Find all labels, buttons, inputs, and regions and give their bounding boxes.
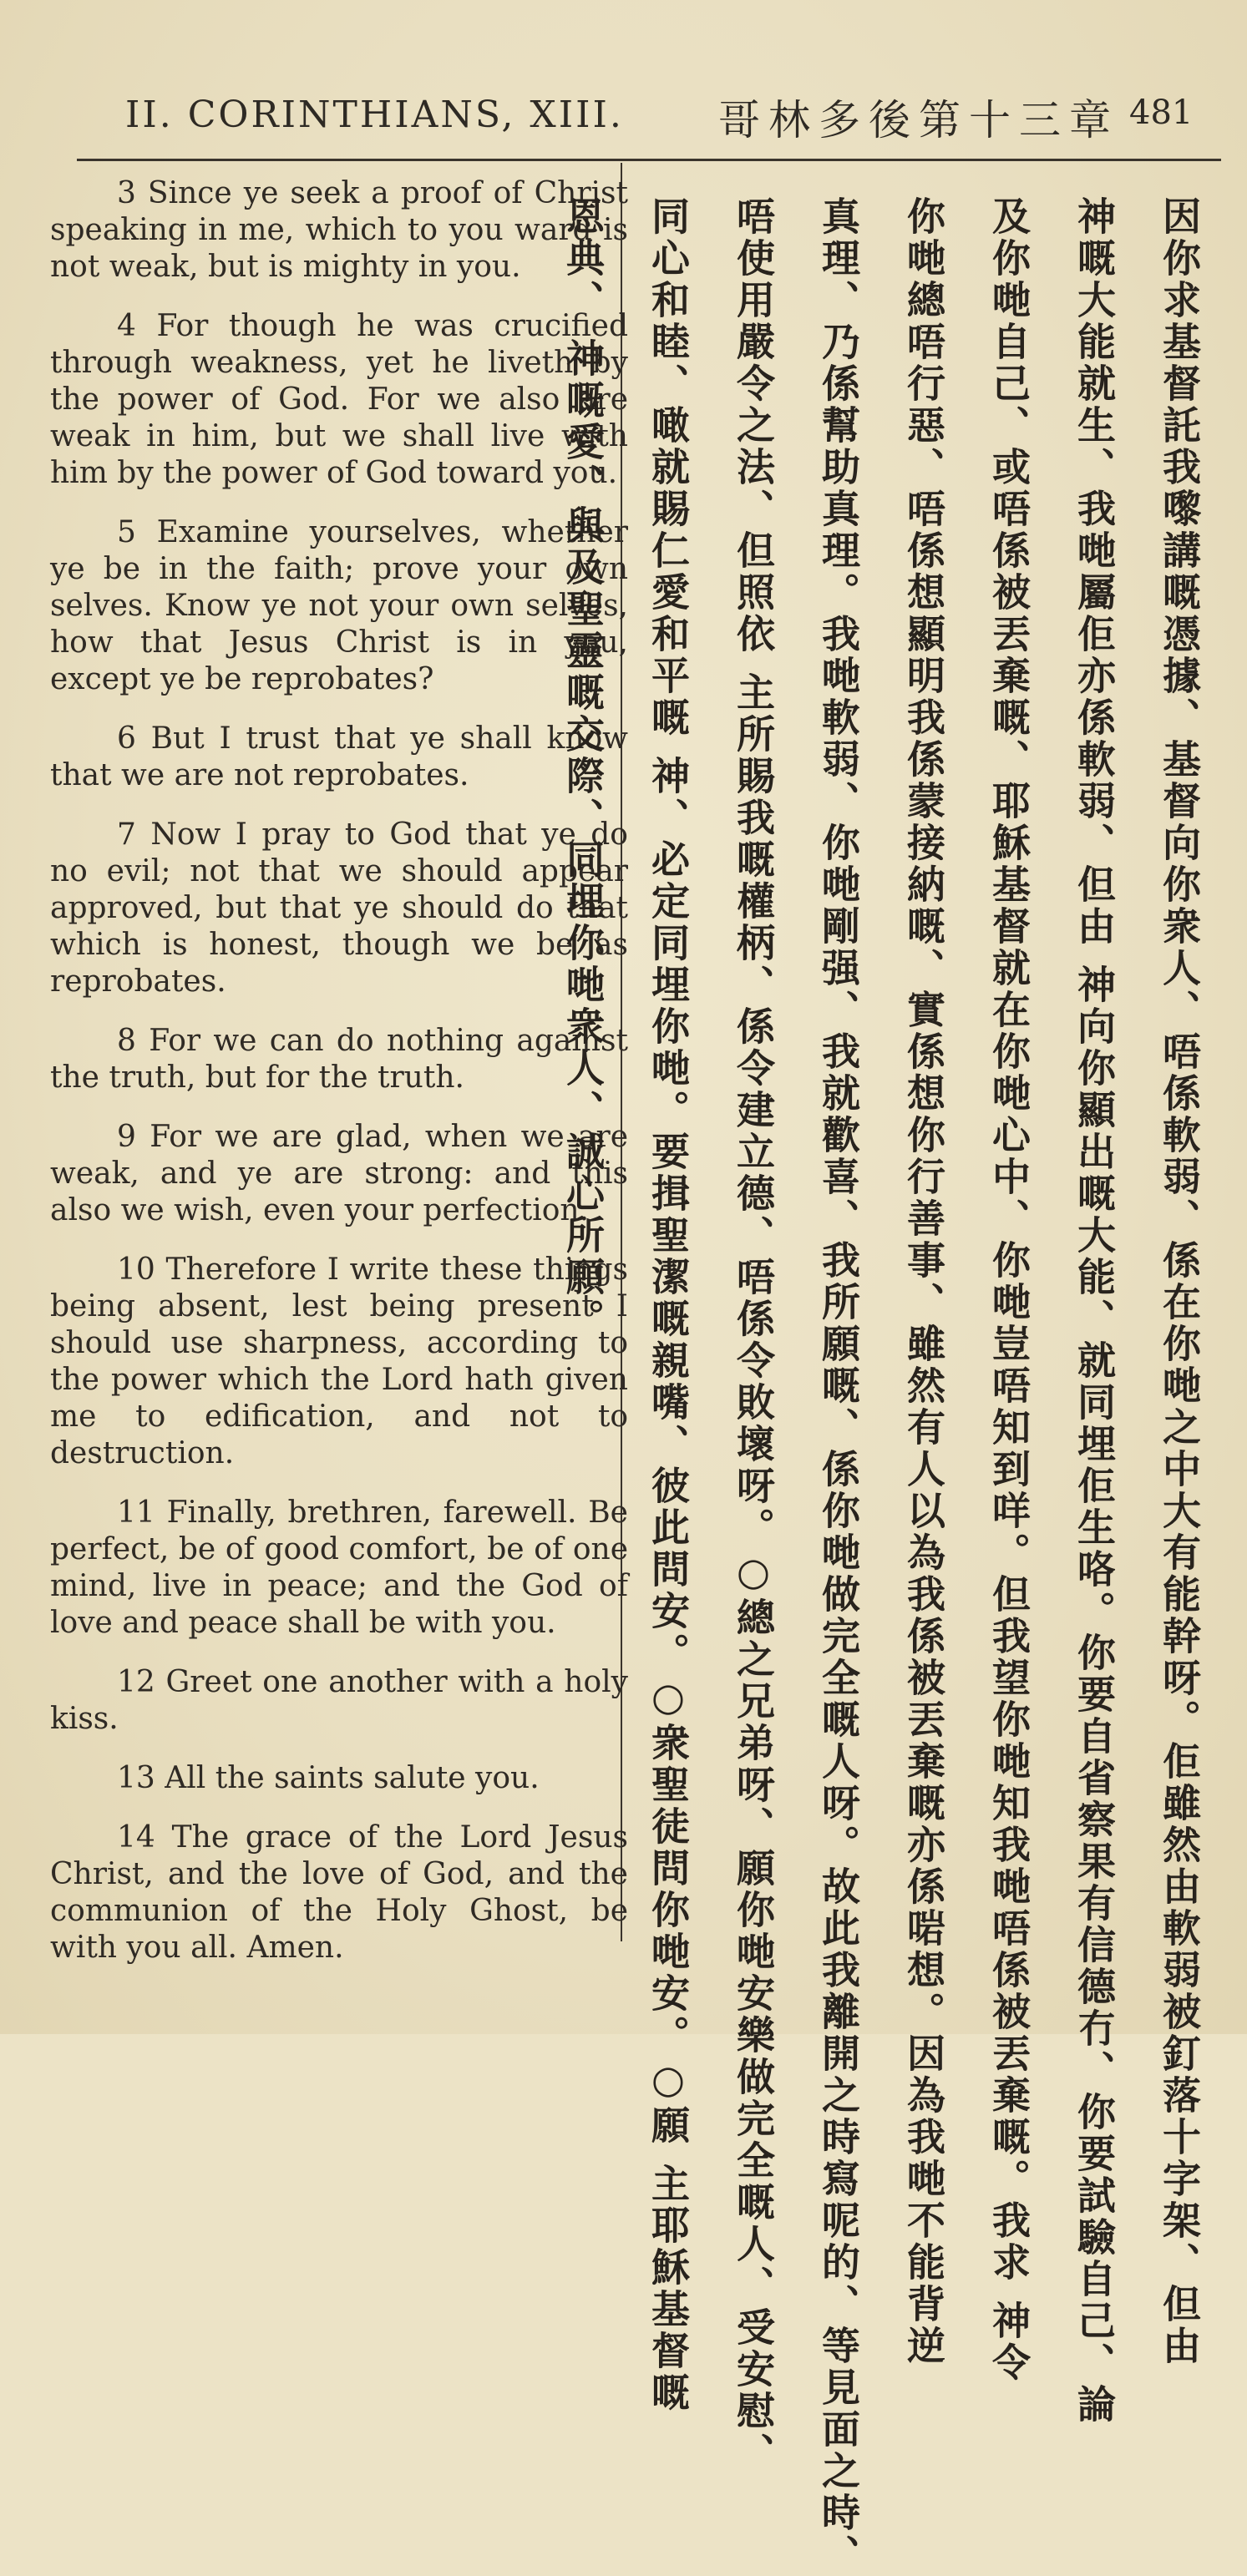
verse-number: 8	[117, 1024, 136, 1058]
verse-text: But I trust that ye shall know that we are not reprobates.	[50, 721, 628, 792]
verse-number: 11	[117, 1495, 155, 1530]
chinese-line: 真理、乃係幫助真理。我哋軟弱、你哋剛强、我就歡喜、我所願嘅、係你哋做完全嘅人呀。故此我離開之時寫呢的、等見面之時、	[816, 196, 861, 2576]
verse-7	[50, 817, 628, 1000]
chinese-line: 同心和睦、噉就賜仁愛和平嘅 神、必定同埋你哋。要揖聖潔嘅親嘴、彼此問安。○衆聖徒問你哋安。○願 主耶穌基督嘅	[646, 196, 691, 2415]
verse-text: Therefore I write these things being absent, lest being present I should use sharpness, according to the power which the Lord hath given me to edification, and not to destruction.	[50, 1253, 628, 1470]
verse-text: The grace of the Lord Jesus Christ, and the love of God, and the communion of the Holy Ghost, be with you all. Amen.	[50, 1820, 628, 1965]
verse-4	[50, 308, 628, 492]
verse-text: Since ye seek a proof of Christ speaking in me, which to you ward is not weak, but is mighty in you.	[50, 176, 628, 284]
header-rule	[77, 159, 1221, 161]
verse-13	[50, 1760, 628, 1797]
verse-number: 12	[117, 1665, 155, 1699]
verse-12	[50, 1664, 628, 1738]
verse-text: Now I pray to God that ye do no evil; not that we should appear approved, but that ye should do that which is honest, though we be as reprobates.	[50, 817, 628, 999]
chinese-column	[560, 196, 1203, 2576]
verse-8	[50, 1023, 628, 1096]
verse-14	[50, 1819, 628, 1966]
verse-text: Finally, brethren, farewell. Be perfect, be of good comfort, be of one mind, live in peace; and the God of love and peace shall be with you.	[50, 1495, 628, 1640]
chinese-line: 恩典、 神嘅愛、與及聖靈嘅交際、同埋你哋衆人、誠心所願。	[560, 196, 606, 1341]
verse-number: 4	[117, 309, 136, 343]
chinese-line: 及你哋自己、或唔係被丟棄嘅、耶穌基督就在你哋心中、你哋豈唔知到咩。但我望你哋知我哋唔係被丟棄嘅。我求 神令	[986, 196, 1032, 2385]
verse-text: All the saints salute you.	[165, 1761, 540, 1795]
verse-9	[50, 1119, 628, 1229]
verse-text: For we are glad, when we are weak, and ye are strong: and this also we wish, even your perfection.	[50, 1120, 628, 1227]
page-number: 481	[1129, 94, 1194, 132]
verse-6	[50, 721, 628, 794]
verse-text: For though he was crucified through weakness, yet he liveth by the power of God. For we also are weak in him, but we shall live with him by the power of God toward you.	[50, 309, 628, 490]
verse-text: For we can do nothing against the truth, but for the truth.	[50, 1024, 628, 1095]
verse-number: 5	[117, 515, 136, 549]
page-header	[0, 84, 1247, 150]
verse-11	[50, 1495, 628, 1642]
verse-number: 3	[117, 176, 136, 210]
verse-text: Examine yourselves, whether ye be in the faith; prove your own selves. Know ye not your own selves, how that Jesus Christ is in you, except ye be reprobates?	[50, 515, 628, 696]
verse-number: 7	[117, 817, 136, 852]
verse-number: 6	[117, 721, 136, 756]
chinese-line: 你哋總唔行惡、唔係想顯明我係蒙接納嘅、實係想你行善事、雖然有人以為我係被丟棄嘅亦係啱想。因為我哋不能背逆	[901, 196, 946, 2367]
verse-text: Greet one another with a holy kiss.	[50, 1665, 628, 1736]
chinese-line: 唔使用嚴令之法、但照依 主所賜我嘅權柄、係令建立德、唔係令敗壞呀。○總之兄弟呀、願你哋安樂做完全嘅人、受安慰、	[731, 196, 776, 2475]
english-column	[50, 175, 628, 1989]
verse-number: 14	[117, 1820, 155, 1855]
chinese-line: 神嘅大能就生、我哋屬佢亦係軟弱、但由 神向你顯出嘅大能、就同埋佢生咯。你要自省察果有信德冇、你要試驗自己、論	[1072, 196, 1117, 2427]
verse-10	[50, 1252, 628, 1472]
verse-3	[50, 175, 628, 286]
verse-number: 10	[117, 1253, 155, 1287]
english-running-head: II. CORINTHIANS, XIII.	[125, 94, 624, 136]
verse-5	[50, 514, 628, 698]
chinese-line: 因你求基督託我嚟講嘅憑據、基督向你衆人、唔係軟弱、係在你哋之中大有能幹呀。佢雖然由軟弱被釘落十字架、但由	[1157, 196, 1202, 2367]
verse-number: 13	[117, 1761, 155, 1795]
chinese-running-head: 哥林多後第十三章	[718, 96, 1119, 144]
verse-number: 9	[117, 1120, 136, 1154]
